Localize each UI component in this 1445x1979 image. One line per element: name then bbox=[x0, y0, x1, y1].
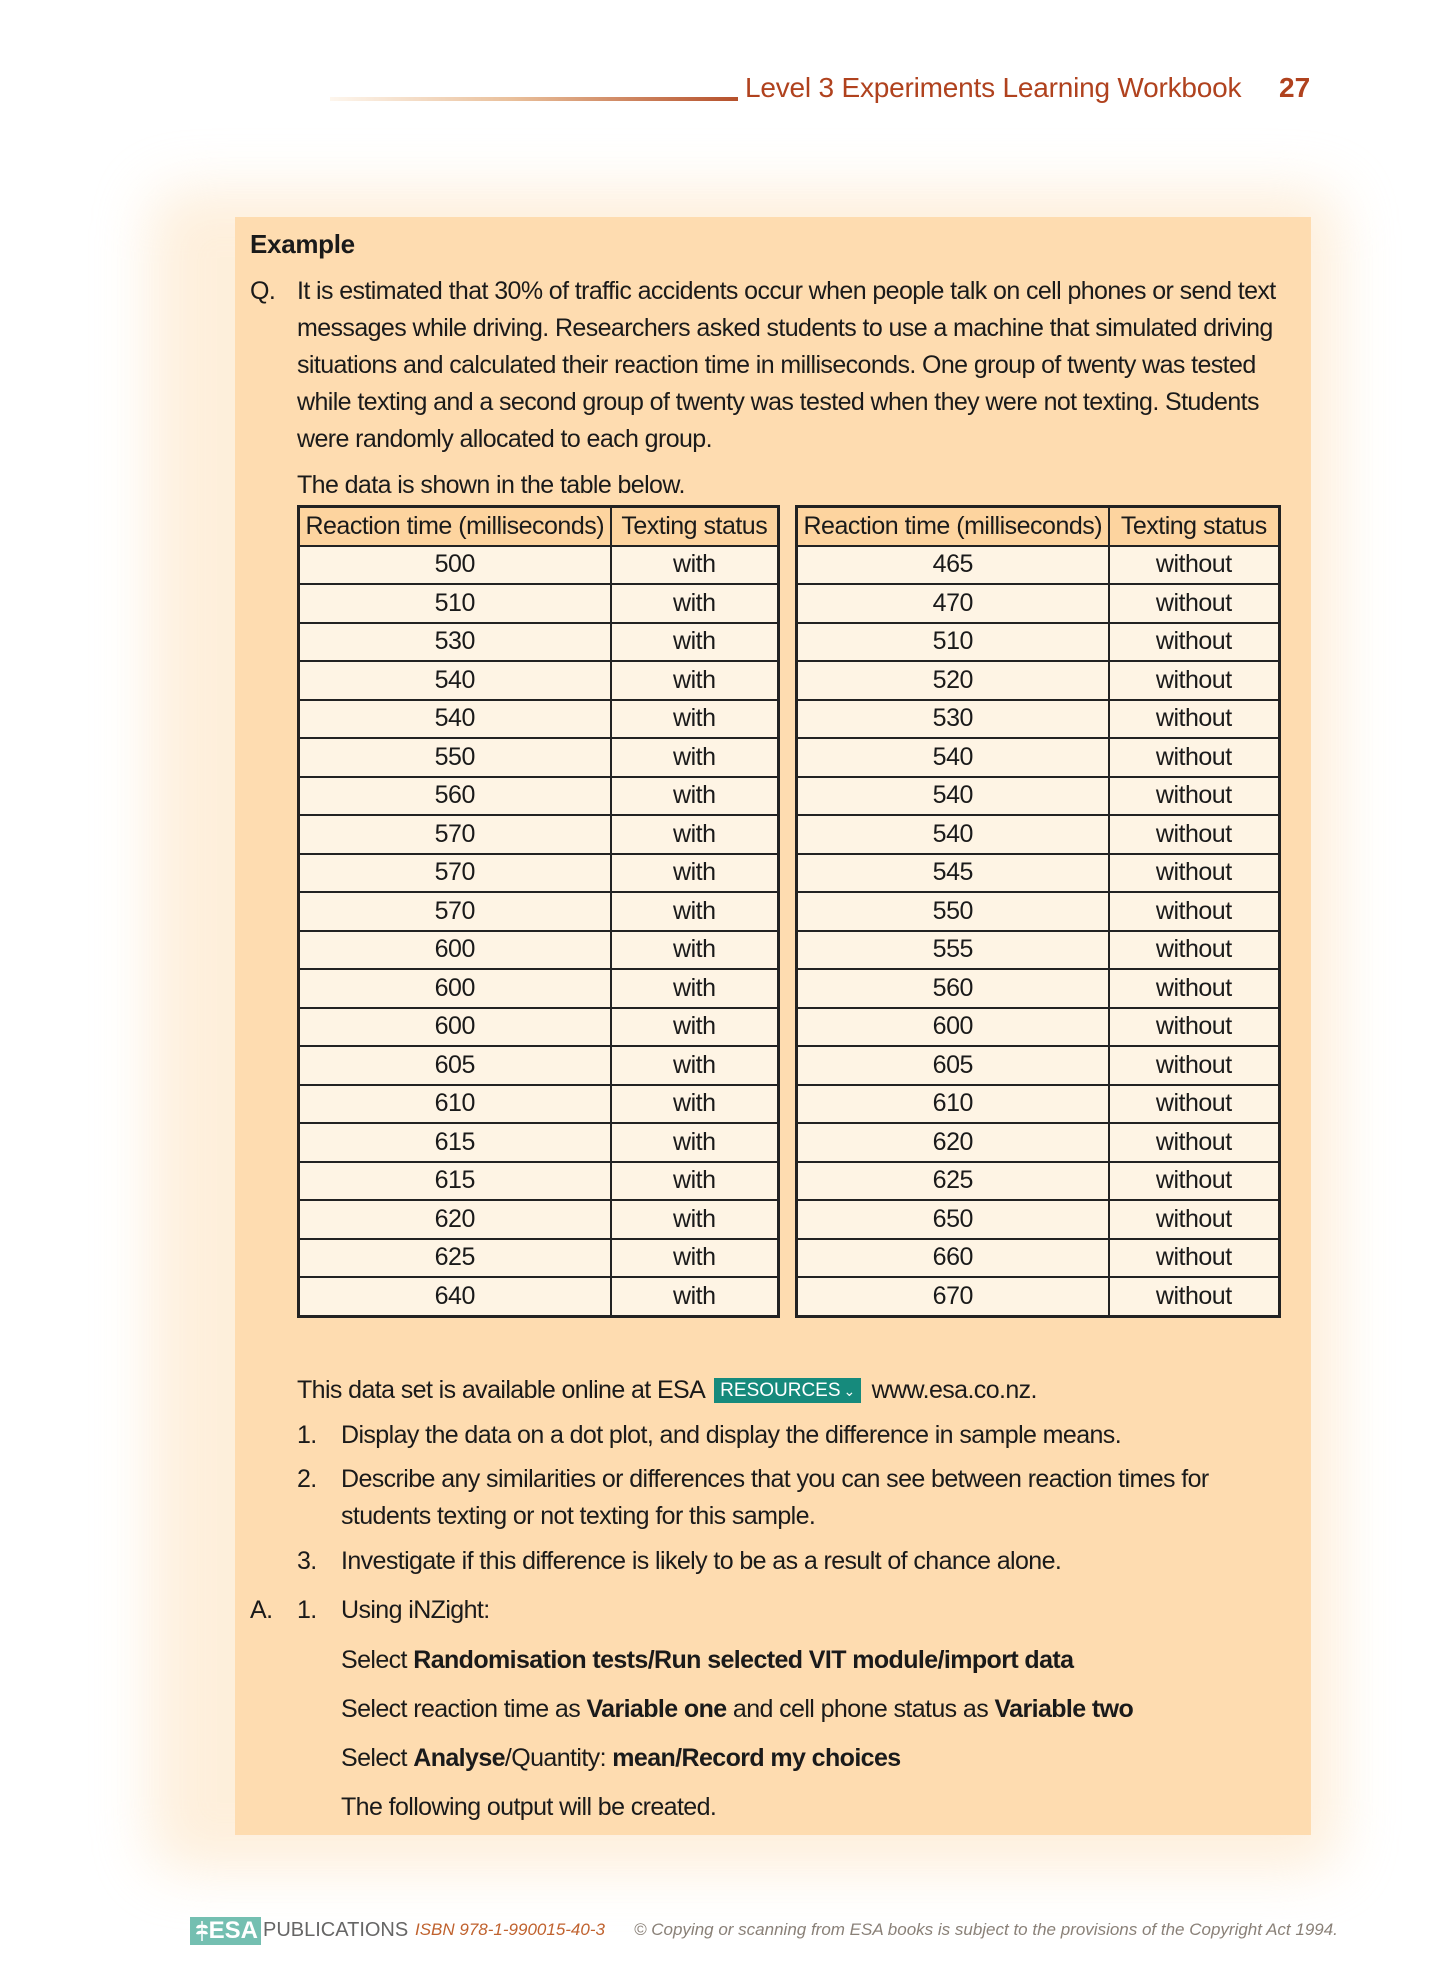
table-row bbox=[299, 854, 779, 893]
texting-status-cell: without bbox=[1109, 700, 1280, 739]
texting-status-cell: with bbox=[611, 1200, 779, 1239]
step-bold-text: Variable two bbox=[994, 1695, 1134, 1723]
texting-status-cell: with bbox=[611, 700, 779, 739]
example-title: Example bbox=[250, 229, 355, 259]
table-row bbox=[797, 1123, 1280, 1162]
table-row bbox=[299, 969, 779, 1008]
texting-status-cell: without bbox=[1109, 854, 1280, 893]
reaction-time-cell: 670 bbox=[797, 1277, 1109, 1316]
texting-status-cell: without bbox=[1109, 584, 1280, 623]
answer-number: 1. bbox=[297, 1596, 317, 1624]
esa-logo bbox=[190, 1917, 261, 1945]
texting-status-cell: without bbox=[1109, 1085, 1280, 1124]
table-row bbox=[299, 738, 779, 777]
reaction-time-cell: 600 bbox=[797, 1008, 1109, 1047]
texting-status-cell: without bbox=[1109, 661, 1280, 700]
table-row bbox=[797, 584, 1280, 623]
column-header-texting-status: Texting status bbox=[1109, 507, 1280, 546]
header-rule bbox=[330, 97, 738, 101]
table-row bbox=[299, 584, 779, 623]
step-bold-text: mean/Record my choices bbox=[612, 1744, 901, 1772]
texting-status-cell: without bbox=[1109, 623, 1280, 662]
texting-status-cell: with bbox=[611, 546, 779, 585]
table-row bbox=[797, 815, 1280, 854]
table-row bbox=[797, 546, 1280, 585]
reaction-time-cell: 625 bbox=[299, 1239, 611, 1278]
table-row bbox=[299, 815, 779, 854]
reaction-time-cell: 625 bbox=[797, 1162, 1109, 1201]
texting-status-cell: with bbox=[611, 661, 779, 700]
table-intro: The data is shown in the table below. bbox=[297, 471, 685, 499]
texting-status-cell: with bbox=[611, 1123, 779, 1162]
table-row bbox=[299, 546, 779, 585]
reaction-time-cell: 605 bbox=[797, 1046, 1109, 1085]
texting-status-cell: without bbox=[1109, 1008, 1280, 1047]
isbn: ISBN 978-1-990015-40-3 bbox=[415, 1920, 605, 1939]
publisher-name: PUBLICATIONS bbox=[263, 1919, 409, 1941]
reaction-time-cell: 620 bbox=[797, 1123, 1109, 1162]
reaction-time-cell: 530 bbox=[797, 700, 1109, 739]
reaction-time-cell: 660 bbox=[797, 1239, 1109, 1278]
step-text: Select bbox=[341, 1744, 414, 1772]
esa-website-link[interactable]: www.esa.co.nz. bbox=[871, 1376, 1037, 1404]
table-row bbox=[299, 661, 779, 700]
texting-status-cell: without bbox=[1109, 1162, 1280, 1201]
answer-step-2 bbox=[341, 1697, 1133, 1722]
reaction-time-cell: 465 bbox=[797, 546, 1109, 585]
resources-badge-label: RESOURCES bbox=[720, 1380, 841, 1401]
reaction-time-cell: 615 bbox=[299, 1123, 611, 1162]
availability-prefix: This data set is available online at ESA bbox=[297, 1376, 704, 1404]
page-number: 27 bbox=[1279, 72, 1311, 103]
table-without-texting bbox=[795, 505, 1281, 1318]
reaction-time-cell: 510 bbox=[299, 584, 611, 623]
reaction-time-cell: 600 bbox=[299, 969, 611, 1008]
table-row bbox=[797, 777, 1280, 816]
task-number: 1. bbox=[297, 1421, 317, 1449]
texting-status-cell: without bbox=[1109, 1277, 1280, 1316]
table-header-row bbox=[797, 507, 1280, 546]
reaction-time-cell: 610 bbox=[797, 1085, 1109, 1124]
reaction-time-cell: 530 bbox=[299, 623, 611, 662]
texting-status-cell: without bbox=[1109, 1239, 1280, 1278]
table-row bbox=[797, 1277, 1280, 1316]
copyright-notice: © Copying or scanning from ESA books is subject to the provisions of the Copyright Act 1994. bbox=[634, 1920, 1338, 1939]
table-row bbox=[299, 1277, 779, 1316]
table-row bbox=[797, 1200, 1280, 1239]
table-row bbox=[797, 892, 1280, 931]
step-text: Select reaction time as bbox=[341, 1695, 587, 1723]
question-label: Q. bbox=[250, 277, 276, 305]
reaction-time-cell: 640 bbox=[299, 1277, 611, 1316]
texting-status-cell: without bbox=[1109, 815, 1280, 854]
table-row bbox=[299, 1239, 779, 1278]
table-row bbox=[299, 1085, 779, 1124]
reaction-time-cell: 550 bbox=[797, 892, 1109, 931]
table-row bbox=[797, 1239, 1280, 1278]
step-text: Select bbox=[341, 1646, 414, 1674]
chevron-down-icon: ⌄ bbox=[843, 1383, 856, 1399]
reaction-time-cell: 560 bbox=[299, 777, 611, 816]
table-row bbox=[797, 1085, 1280, 1124]
reaction-time-cell: 560 bbox=[797, 969, 1109, 1008]
step-bold-text: Analyse bbox=[413, 1744, 505, 1772]
step-text: and cell phone status as bbox=[726, 1695, 995, 1723]
table-header-row bbox=[299, 507, 779, 546]
texting-status-cell: with bbox=[611, 854, 779, 893]
reaction-time-cell: 600 bbox=[299, 931, 611, 970]
task-text: Describe any similarities or differences that you can see between reaction times for bbox=[341, 1465, 1209, 1493]
column-header-texting-status: Texting status bbox=[611, 507, 779, 546]
texting-status-cell: with bbox=[611, 1162, 779, 1201]
table-row bbox=[299, 1046, 779, 1085]
texting-status-cell: with bbox=[611, 1277, 779, 1316]
texting-status-cell: with bbox=[611, 1046, 779, 1085]
reaction-time-cell: 615 bbox=[299, 1162, 611, 1201]
reaction-time-cell: 600 bbox=[299, 1008, 611, 1047]
texting-status-cell: with bbox=[611, 815, 779, 854]
texting-status-cell: without bbox=[1109, 969, 1280, 1008]
table-row bbox=[299, 892, 779, 931]
resources-badge[interactable] bbox=[714, 1378, 861, 1403]
task-text: students texting or not texting for this sample. bbox=[341, 1502, 816, 1530]
reaction-time-cell: 510 bbox=[797, 623, 1109, 662]
table-row bbox=[299, 623, 779, 662]
table-row bbox=[797, 1008, 1280, 1047]
reaction-time-cell: 540 bbox=[299, 661, 611, 700]
reaction-time-cell: 610 bbox=[299, 1085, 611, 1124]
reaction-time-cell: 540 bbox=[797, 815, 1109, 854]
texting-status-cell: without bbox=[1109, 892, 1280, 931]
texting-status-cell: with bbox=[611, 777, 779, 816]
answer-step-1 bbox=[341, 1648, 1073, 1673]
table-row bbox=[797, 661, 1280, 700]
table-with-texting bbox=[297, 505, 780, 1318]
texting-status-cell: without bbox=[1109, 1200, 1280, 1239]
column-header-reaction-time: Reaction time (milliseconds) bbox=[299, 507, 611, 546]
table-row bbox=[299, 1162, 779, 1201]
running-header-title: Level 3 Experiments Learning Workbook bbox=[745, 72, 1242, 103]
texting-status-cell: with bbox=[611, 738, 779, 777]
reaction-time-cell: 620 bbox=[299, 1200, 611, 1239]
reaction-time-cell: 570 bbox=[299, 815, 611, 854]
table-row bbox=[299, 700, 779, 739]
table-row bbox=[299, 1123, 779, 1162]
question-line: It is estimated that 30% of traffic accidents occur when people talk on cell phones or send text bbox=[297, 277, 1276, 305]
logo-text: ESA bbox=[208, 1917, 258, 1944]
table-row bbox=[299, 777, 779, 816]
answer-label: A. bbox=[250, 1596, 273, 1624]
task-text: Investigate if this difference is likely to be as a result of chance alone. bbox=[341, 1547, 1062, 1575]
texting-status-cell: with bbox=[611, 892, 779, 931]
texting-status-cell: with bbox=[611, 1008, 779, 1047]
texting-status-cell: with bbox=[611, 1085, 779, 1124]
answer-intro: Using iNZight: bbox=[341, 1596, 490, 1624]
table-row bbox=[797, 700, 1280, 739]
answer-outro: The following output will be created. bbox=[341, 1793, 717, 1821]
reaction-time-cell: 570 bbox=[299, 892, 611, 931]
reaction-time-cell: 555 bbox=[797, 931, 1109, 970]
column-header-reaction-time: Reaction time (milliseconds) bbox=[797, 507, 1109, 546]
task-number: 2. bbox=[297, 1465, 317, 1493]
task-number: 3. bbox=[297, 1547, 317, 1575]
table-row bbox=[299, 931, 779, 970]
table-row bbox=[299, 1008, 779, 1047]
question-line: messages while driving. Researchers asked students to use a machine that simulated driving bbox=[297, 314, 1273, 342]
table-row bbox=[797, 1162, 1280, 1201]
texting-status-cell: with bbox=[611, 931, 779, 970]
reaction-time-cell: 470 bbox=[797, 584, 1109, 623]
table-row bbox=[797, 854, 1280, 893]
reaction-time-cell: 540 bbox=[797, 777, 1109, 816]
texting-status-cell: without bbox=[1109, 1046, 1280, 1085]
texting-status-cell: without bbox=[1109, 931, 1280, 970]
reaction-time-cell: 570 bbox=[299, 854, 611, 893]
texting-status-cell: with bbox=[611, 623, 779, 662]
step-bold-text: Randomisation tests/Run selected VIT module/import data bbox=[413, 1646, 1074, 1674]
texting-status-cell: with bbox=[611, 969, 779, 1008]
question-line: were randomly allocated to each group. bbox=[297, 425, 712, 453]
table-row bbox=[797, 623, 1280, 662]
leaf-icon bbox=[195, 1921, 209, 1941]
reaction-time-cell: 520 bbox=[797, 661, 1109, 700]
answer-step-3 bbox=[341, 1746, 901, 1771]
step-bold-text: Variable one bbox=[586, 1695, 727, 1723]
texting-status-cell: with bbox=[611, 1239, 779, 1278]
step-text: /Quantity: bbox=[504, 1744, 613, 1772]
texting-status-cell: without bbox=[1109, 1123, 1280, 1162]
table-row bbox=[797, 738, 1280, 777]
table-row bbox=[797, 969, 1280, 1008]
reaction-time-cell: 650 bbox=[797, 1200, 1109, 1239]
table-row bbox=[797, 1046, 1280, 1085]
table-row bbox=[299, 1200, 779, 1239]
reaction-time-cell: 605 bbox=[299, 1046, 611, 1085]
reaction-time-cell: 500 bbox=[299, 546, 611, 585]
texting-status-cell: with bbox=[611, 584, 779, 623]
question-line: while texting and a second group of twenty was tested when they were not texting. Students bbox=[297, 388, 1259, 416]
availability-line bbox=[297, 1378, 1037, 1403]
texting-status-cell: without bbox=[1109, 738, 1280, 777]
texting-status-cell: without bbox=[1109, 546, 1280, 585]
question-line: situations and calculated their reaction time in milliseconds. One group of twenty was tested bbox=[297, 351, 1256, 379]
reaction-time-cell: 550 bbox=[299, 738, 611, 777]
reaction-time-cell: 540 bbox=[299, 700, 611, 739]
reaction-time-cell: 545 bbox=[797, 854, 1109, 893]
texting-status-cell: without bbox=[1109, 777, 1280, 816]
table-row bbox=[797, 931, 1280, 970]
task-text: Display the data on a dot plot, and display the difference in sample means. bbox=[341, 1421, 1122, 1449]
reaction-time-cell: 540 bbox=[797, 738, 1109, 777]
